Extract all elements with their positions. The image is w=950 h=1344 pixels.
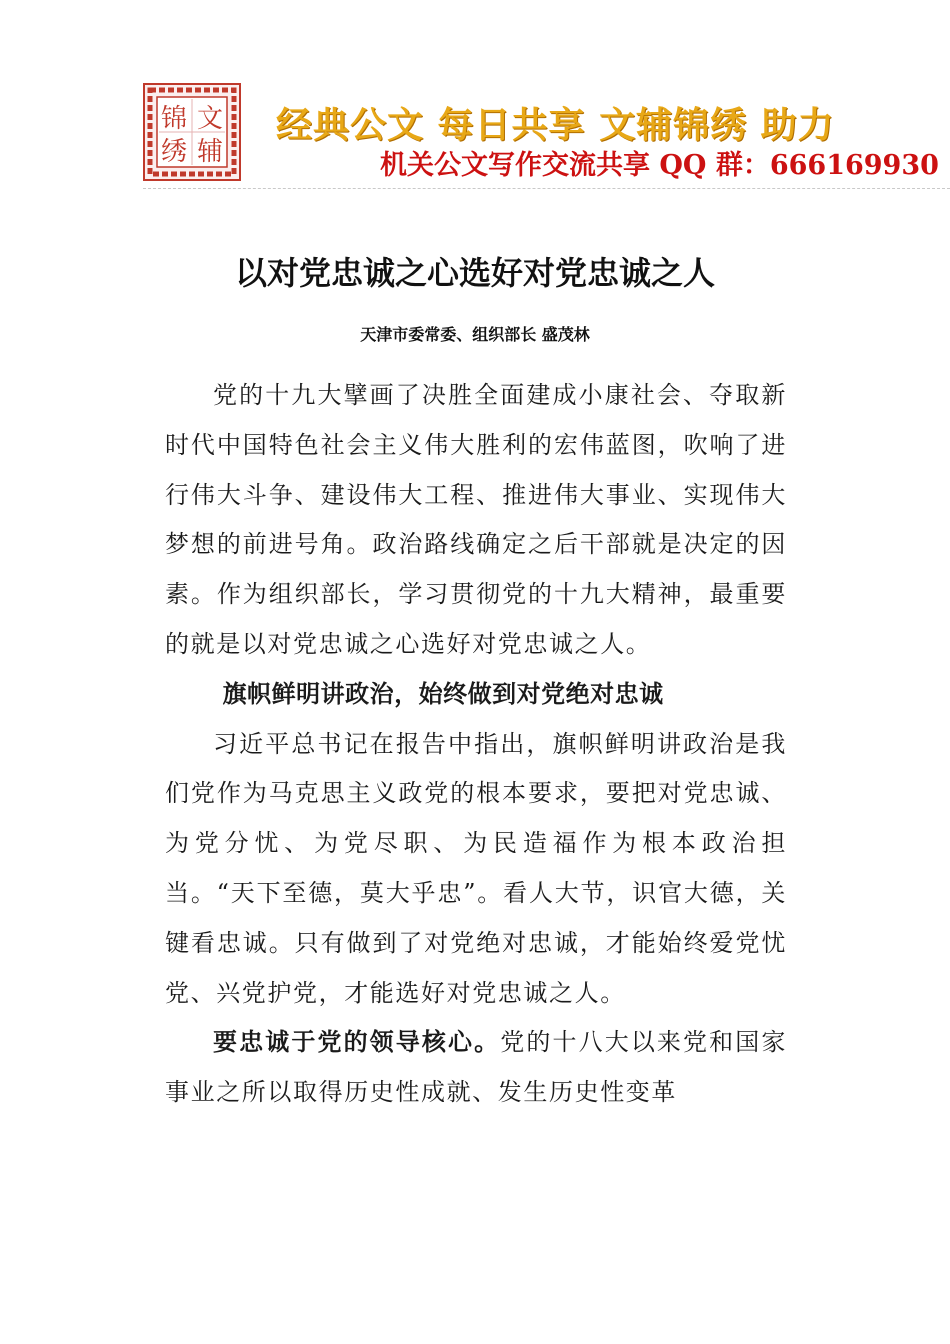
seal-logo [143, 83, 241, 181]
section-heading: 旗帜鲜明讲政治，始终做到对党绝对忠诚 [222, 679, 664, 708]
article-byline: 天津市委常委、组织部长 盛茂林 [360, 325, 590, 344]
paragraph-lead: 要忠诚于党的领导核心。 [213, 1028, 501, 1057]
seal-char: 辅 [196, 137, 224, 167]
header-qq-group: 机关公文写作交流共享 QQ 群：666169930 [380, 150, 939, 181]
header-slogan: 经典公文 每日共享 文辅锦绣 助力 [276, 105, 835, 146]
paragraph-text: 党的十八大以来党和国家事业之所以取得历史性成就、发生历史性变革 [165, 1028, 787, 1107]
article-title: 以对党忠诚之心选好对党忠诚之人 [234, 254, 715, 292]
seal-char: 文 [196, 104, 224, 134]
paragraph: 党的十九大擘画了决胜全面建成小康社会、夺取新时代中国特色社会主义伟大胜利的宏伟蓝图，吹响了进行伟大斗争、建设伟大工程、推进伟大事业、实现伟大梦想的前进号角。政治路线确定之后干部就是决定的因素。作为组织部长，学习贯彻党的十九大精神，最重要的就是以对党忠诚之心选好对党忠诚之人。 [165, 381, 787, 658]
page-header-banner [143, 83, 950, 187]
article-body [165, 371, 787, 1118]
paragraph: 习近平总书记在报告中指出，旗帜鲜明讲政治是我们党作为马克思主义政党的根本要求，要把对党忠诚、为党分忧、为党尽职、为民造福作为根本政治担当。“天下至德，莫大乎忠”。看人大节，识官大德，关键看忠诚。只有做到了对党绝对忠诚，才能始终爱党忧党、兴党护党，才能选好对党忠诚之人。 [165, 729, 787, 1007]
seal-char: 绣 [160, 137, 188, 167]
paragraph [165, 1018, 787, 1118]
seal-char: 锦 [160, 104, 188, 134]
header-divider [143, 188, 950, 189]
